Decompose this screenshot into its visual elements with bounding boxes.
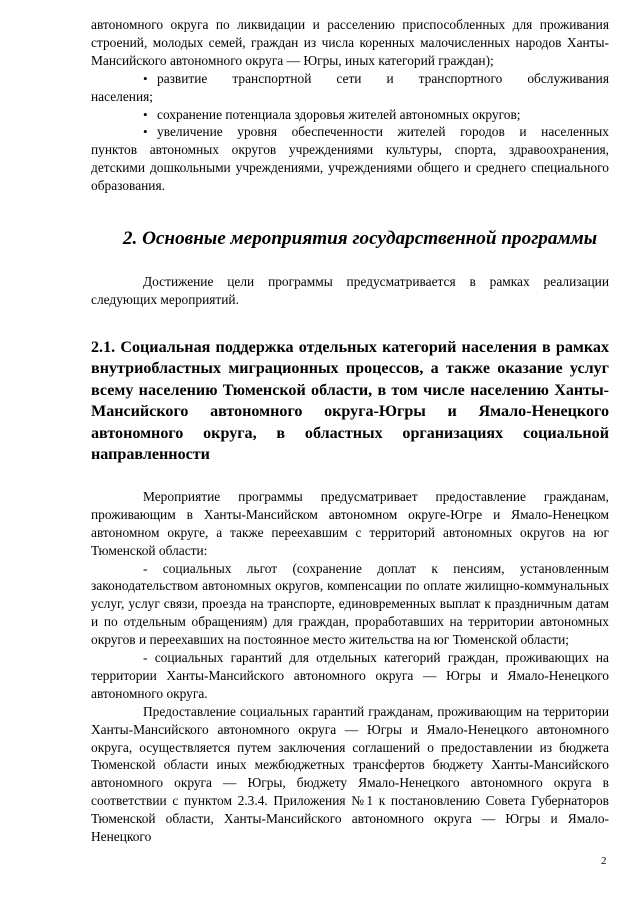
bullet-list (91, 70, 609, 88)
bullet-item (143, 70, 609, 88)
subsection-heading: 2.1. Социальная поддержка отдельных категорий населения в рамках внутриобластных миграционных процессов, а также оказание услуг всему населению Тюменской области, в том числе населению Ханты-Мансийского автономного округа-Югры и Ямало-Ненецкого автономного округа, в областных организациях социальной направленности (91, 338, 609, 464)
body-paragraph: - социальных гарантий для отдельных категорий граждан, проживающих на территории Ханты-Мансийского автономного округа — Югры и Ямало-Ненецкого автономного округа. (91, 650, 609, 701)
intro-paragraph-continuation: автономного округа по ликвидации и расселению приспособленных для проживания строений, молодых семей, граждан из числа коренных малочисленных народов Ханты-Мансийского автономного округа — Югры, иных категорий граждан); (91, 17, 609, 68)
bullet-marker: • (143, 70, 148, 86)
body-paragraph: - социальных льгот (сохранение доплат к пенсиям, установленным законодательством автономных округов, компенсации по оплате жилищно-коммунальных услуг, услуг связи, проезда на транспорте, единовременных выплат к праздничным датам и по отдельным обращениям) для граждан, проработавших на территории автономных округов и переехавших на постоянное место жительства на юг Тюменской области; (91, 560, 609, 648)
bullet-text-continuation: населения; (91, 88, 153, 104)
bullet-text: сохранение потенциала здоровья жителей автономных округов; (157, 106, 521, 122)
bullet-text-continuation: пунктов автономных округов учреждениями культуры, спорта, здравоохранения, детскими дошкольными учреждениями, учреждениями общего и среднего специального образования. (91, 142, 609, 194)
section-heading: 2. Основные мероприятия государственной программы (122, 228, 598, 250)
bullet-marker: • (143, 124, 148, 140)
page-number: 2 (601, 855, 607, 867)
section-paragraph: Достижение цели программы предусматривается в рамках реализации следующих мероприятий. (91, 274, 609, 307)
body-paragraph: Мероприятие программы предусматривает предоставление гражданам, проживающим в Ханты-Мансийском автономном округе-Югре и Ямало-Ненецком автономном округе, а также переехавшим с территорий автономных округов на юг Тюменской области: (91, 488, 609, 558)
bullet-marker: • (143, 106, 148, 122)
bullet-text: развитие транспортной сети и транспортного обслуживания (157, 70, 609, 86)
bullet-item (143, 123, 609, 141)
bullet-list (91, 106, 609, 142)
bullet-text: увеличение уровня обеспеченности жителей городов и населенных (157, 124, 609, 140)
bullet-item (143, 106, 609, 124)
body-paragraph: Предоставление социальных гарантий гражданам, проживающим на территории Ханты-Мансийского автономного округа — Югры и Ямало-Ненецкого автономного округа, осуществляется путем заключения соглашений о предоставлении из бюджета Тюменской области иных межбюджетных трансфертов бюджету Ханты-Мансийского автономного округа — Югры, бюджету Ямало-Ненецкого автономного округа в соответствии с пунктом 2.3.4. Приложения №1 к постановлению Совета Губернаторов Тюменской области, Ханты-Мансийского автономного округа — Югры и Ямало-Ненецкого (91, 703, 609, 845)
document-page (91, 16, 609, 846)
